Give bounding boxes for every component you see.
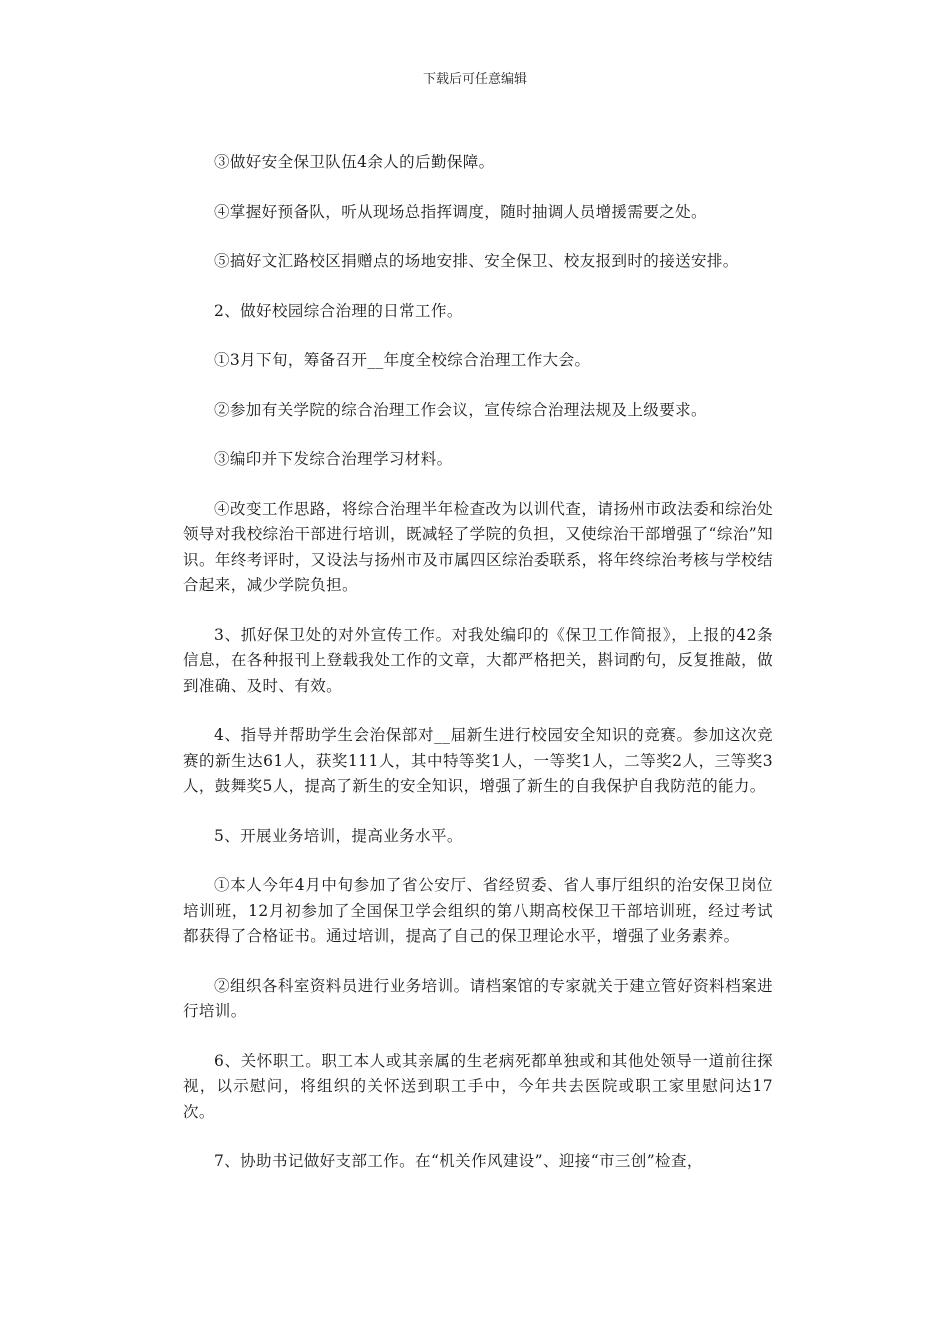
paragraph: 3、抓好保卫处的对外宣传工作。对我处编印的《保卫工作简报》，上报的42条信息，在各种报刊上登载我处工作的文章，大都严格把关，斟词酌句，反复推敲，做到准确、及时、有效。	[183, 625, 773, 695]
paragraph: ①本人今年4月中旬参加了省公安厅、省经贸委、省人事厅组织的治安保卫岗位培训班，12月初参加了全国保卫学会组织的第八期高校保卫干部培训班，经过考试都获得了合格证书。通过培训，提高了自己的保卫理论水平，增强了业务素养。	[183, 876, 773, 945]
paragraph: ③编印并下发综合治理学习材料。	[214, 450, 453, 468]
paragraph: 4、指导并帮助学生会治保部对__届新生进行校园安全知识的竞赛。参加这次竞赛的新生达61人，获奖111人，其中特等奖1人，一等奖1人，二等奖2人，三等奖3人，鼓舞奖5人，提高了新生的安全知识，增强了新生的自我保护自我防范的能力。	[183, 726, 773, 795]
paragraph: 6、关怀职工。职工本人或其亲属的生老病死都单独或和其他处领导一道前往探视，以示慰问，将组织的关怀送到职工手中，今年共去医院或职工家里慰问达17次。	[183, 1051, 773, 1121]
paragraph: 7、协助书记做好支部工作。在“机关作风建设”、迎接“市三创”检查，	[214, 1152, 703, 1170]
paragraph: ②参加有关学院的综合治理工作会议，宣传综合治理法规及上级要求。	[214, 400, 707, 419]
paragraph: 5、开展业务培训，提高业务水平。	[214, 826, 463, 845]
paragraph: 2、做好校园综合治理的日常工作。	[214, 301, 463, 320]
document-body	[183, 150, 773, 1199]
paragraph: ⑤搞好文汇路校区捐赠点的场地安排、安全保卫、校友报到时的接送安排。	[214, 252, 739, 270]
page-header: 下载后可任意编辑	[422, 72, 527, 87]
paragraph: ③做好安全保卫队伍4余人的后勤保障。	[214, 153, 495, 171]
paragraph: ①3月下旬，筹备召开__年度全校综合治理工作大会。	[214, 351, 591, 369]
paragraph: ②组织各科室资料员进行业务培训。请档案馆的专家就关于建立管好资料档案进行培训。	[183, 976, 773, 1020]
paragraph: ④改变工作思路，将综合治理半年检查改为以训代查，请扬州市政法委和综治处领导对我校综治干部进行培训，既减轻了学院的负担，又使综治干部增强了“综治”知识。年终考评时，又设法与扬州市及市属四区综治委联系，将年终综治考核与学校结合起来，减少学院负担。	[183, 499, 773, 594]
paragraph: ④掌握好预备队，听从现场总指挥调度，随时抽调人员增援需要之处。	[214, 202, 707, 221]
